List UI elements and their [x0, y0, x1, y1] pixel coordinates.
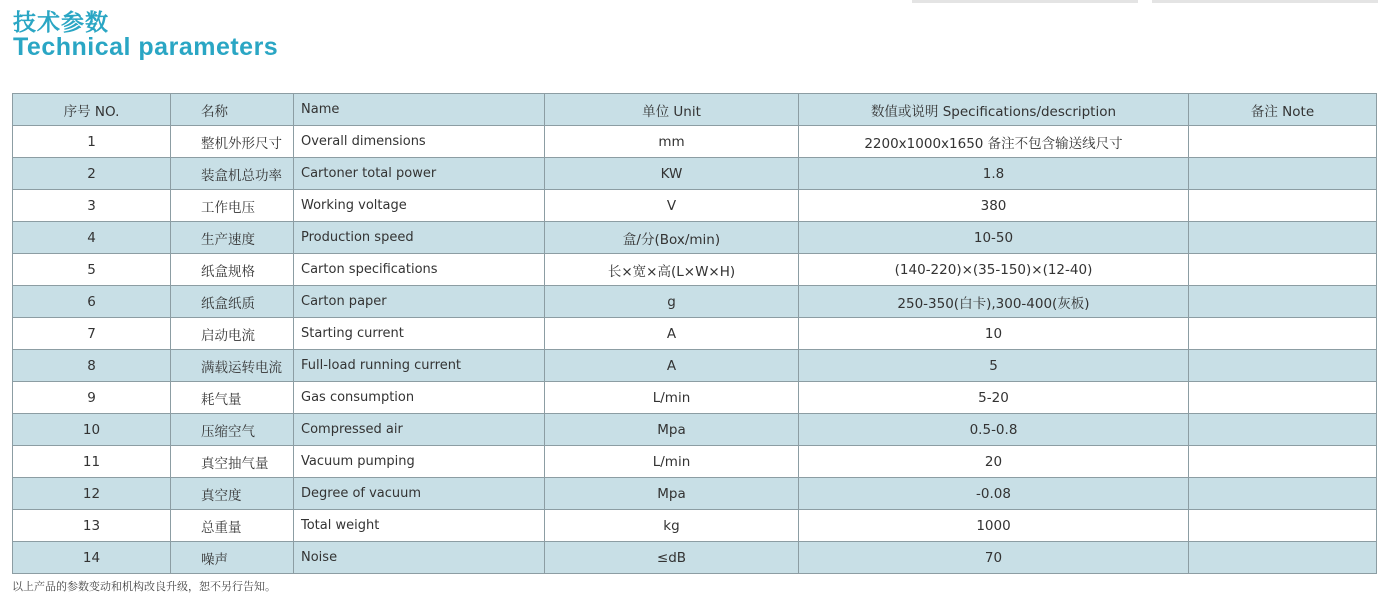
name-en-cell: Total weight [294, 510, 545, 542]
row-number: 13 [13, 510, 171, 542]
name-cn-cell: 噪声 [171, 542, 294, 574]
note-cell [1189, 510, 1377, 542]
name-en-cell: Cartoner total power [294, 158, 545, 190]
spec-cell: 0.5-0.8 [799, 414, 1189, 446]
row-number: 7 [13, 318, 171, 350]
unit-cell: mm [545, 126, 799, 158]
spec-cell: 10-50 [799, 222, 1189, 254]
name-cn-cell: 满载运转电流 [171, 350, 294, 382]
table-row [13, 158, 1377, 190]
header-spec: 数值或说明 Specifications/description [799, 94, 1189, 126]
name-en-cell: Carton paper [294, 286, 545, 318]
spec-cell: 1000 [799, 510, 1189, 542]
row-number: 8 [13, 350, 171, 382]
row-number: 3 [13, 190, 171, 222]
name-en-cell: Full-load running current [294, 350, 545, 382]
page-title-cn: 技术参数 [13, 10, 109, 36]
name-cn-cell: 真空抽气量 [171, 446, 294, 478]
table-row [13, 350, 1377, 382]
note-cell [1189, 318, 1377, 350]
name-cn-cell: 装盒机总功率 [171, 158, 294, 190]
table-row [13, 190, 1377, 222]
name-cn-cell: 整机外形尺寸 [171, 126, 294, 158]
unit-cell: KW [545, 158, 799, 190]
name-cn-cell: 启动电流 [171, 318, 294, 350]
header-name-en: Name [294, 94, 545, 126]
parameters-table [12, 93, 1377, 574]
note-cell [1189, 158, 1377, 190]
table-row [13, 222, 1377, 254]
spec-cell: 70 [799, 542, 1189, 574]
name-cn-cell: 真空度 [171, 478, 294, 510]
spec-cell: 20 [799, 446, 1189, 478]
name-cn-cell: 总重量 [171, 510, 294, 542]
spec-cell: (140-220)×(35-150)×(12-40) [799, 254, 1189, 286]
unit-cell: L/min [545, 382, 799, 414]
row-number: 10 [13, 414, 171, 446]
table-row [13, 478, 1377, 510]
note-cell [1189, 126, 1377, 158]
note-cell [1189, 478, 1377, 510]
unit-cell: A [545, 318, 799, 350]
unit-cell: kg [545, 510, 799, 542]
note-cell [1189, 414, 1377, 446]
table-row [13, 126, 1377, 158]
name-en-cell: Working voltage [294, 190, 545, 222]
row-number: 12 [13, 478, 171, 510]
note-cell [1189, 446, 1377, 478]
note-cell [1189, 542, 1377, 574]
header-name-cn: 名称 [171, 94, 294, 126]
unit-cell: ≤dB [545, 542, 799, 574]
name-en-cell: Production speed [294, 222, 545, 254]
row-number: 9 [13, 382, 171, 414]
page-title-en: Technical parameters [13, 33, 279, 61]
name-cn-cell: 工作电压 [171, 190, 294, 222]
table-row [13, 446, 1377, 478]
spec-cell: 5-20 [799, 382, 1189, 414]
name-cn-cell: 压缩空气 [171, 414, 294, 446]
name-cn-cell: 耗气量 [171, 382, 294, 414]
note-cell [1189, 350, 1377, 382]
table-row [13, 318, 1377, 350]
table-body [13, 126, 1377, 574]
row-number: 2 [13, 158, 171, 190]
note-cell [1189, 222, 1377, 254]
name-en-cell: Noise [294, 542, 545, 574]
unit-cell: 长×宽×高(L×W×H) [545, 254, 799, 286]
spec-cell: -0.08 [799, 478, 1189, 510]
table-row [13, 414, 1377, 446]
spec-cell: 10 [799, 318, 1189, 350]
footer-note: 以上产品的参数变动和机构改良升级，恕不另行告知。 [12, 580, 276, 593]
name-cn-cell: 纸盒纸质 [171, 286, 294, 318]
decorative-bar-left [912, 0, 1138, 3]
name-en-cell: Overall dimensions [294, 126, 545, 158]
name-en-cell: Compressed air [294, 414, 545, 446]
decorative-bar-right [1152, 0, 1378, 3]
unit-cell: A [545, 350, 799, 382]
header-no: 序号 NO. [13, 94, 171, 126]
table-row [13, 286, 1377, 318]
name-en-cell: Gas consumption [294, 382, 545, 414]
table-row [13, 510, 1377, 542]
note-cell [1189, 190, 1377, 222]
spec-cell: 2200x1000x1650 备注不包含输送线尺寸 [799, 126, 1189, 158]
table-row [13, 382, 1377, 414]
unit-cell: L/min [545, 446, 799, 478]
spec-cell: 1.8 [799, 158, 1189, 190]
name-en-cell: Carton specifications [294, 254, 545, 286]
row-number: 14 [13, 542, 171, 574]
spec-cell: 5 [799, 350, 1189, 382]
unit-cell: V [545, 190, 799, 222]
unit-cell: 盒/分(Box/min) [545, 222, 799, 254]
note-cell [1189, 382, 1377, 414]
row-number: 11 [13, 446, 171, 478]
note-cell [1189, 254, 1377, 286]
unit-cell: g [545, 286, 799, 318]
name-en-cell: Starting current [294, 318, 545, 350]
name-cn-cell: 纸盒规格 [171, 254, 294, 286]
name-en-cell: Vacuum pumping [294, 446, 545, 478]
name-cn-cell: 生产速度 [171, 222, 294, 254]
header-note: 备注 Note [1189, 94, 1377, 126]
row-number: 5 [13, 254, 171, 286]
spec-cell: 380 [799, 190, 1189, 222]
row-number: 4 [13, 222, 171, 254]
note-cell [1189, 286, 1377, 318]
spec-cell: 250-350(白卡),300-400(灰板) [799, 286, 1189, 318]
row-number: 1 [13, 126, 171, 158]
unit-cell: Mpa [545, 478, 799, 510]
table-header-row [13, 94, 1377, 126]
unit-cell: Mpa [545, 414, 799, 446]
table-row [13, 542, 1377, 574]
row-number: 6 [13, 286, 171, 318]
table-row [13, 254, 1377, 286]
name-en-cell: Degree of vacuum [294, 478, 545, 510]
header-unit: 单位 Unit [545, 94, 799, 126]
